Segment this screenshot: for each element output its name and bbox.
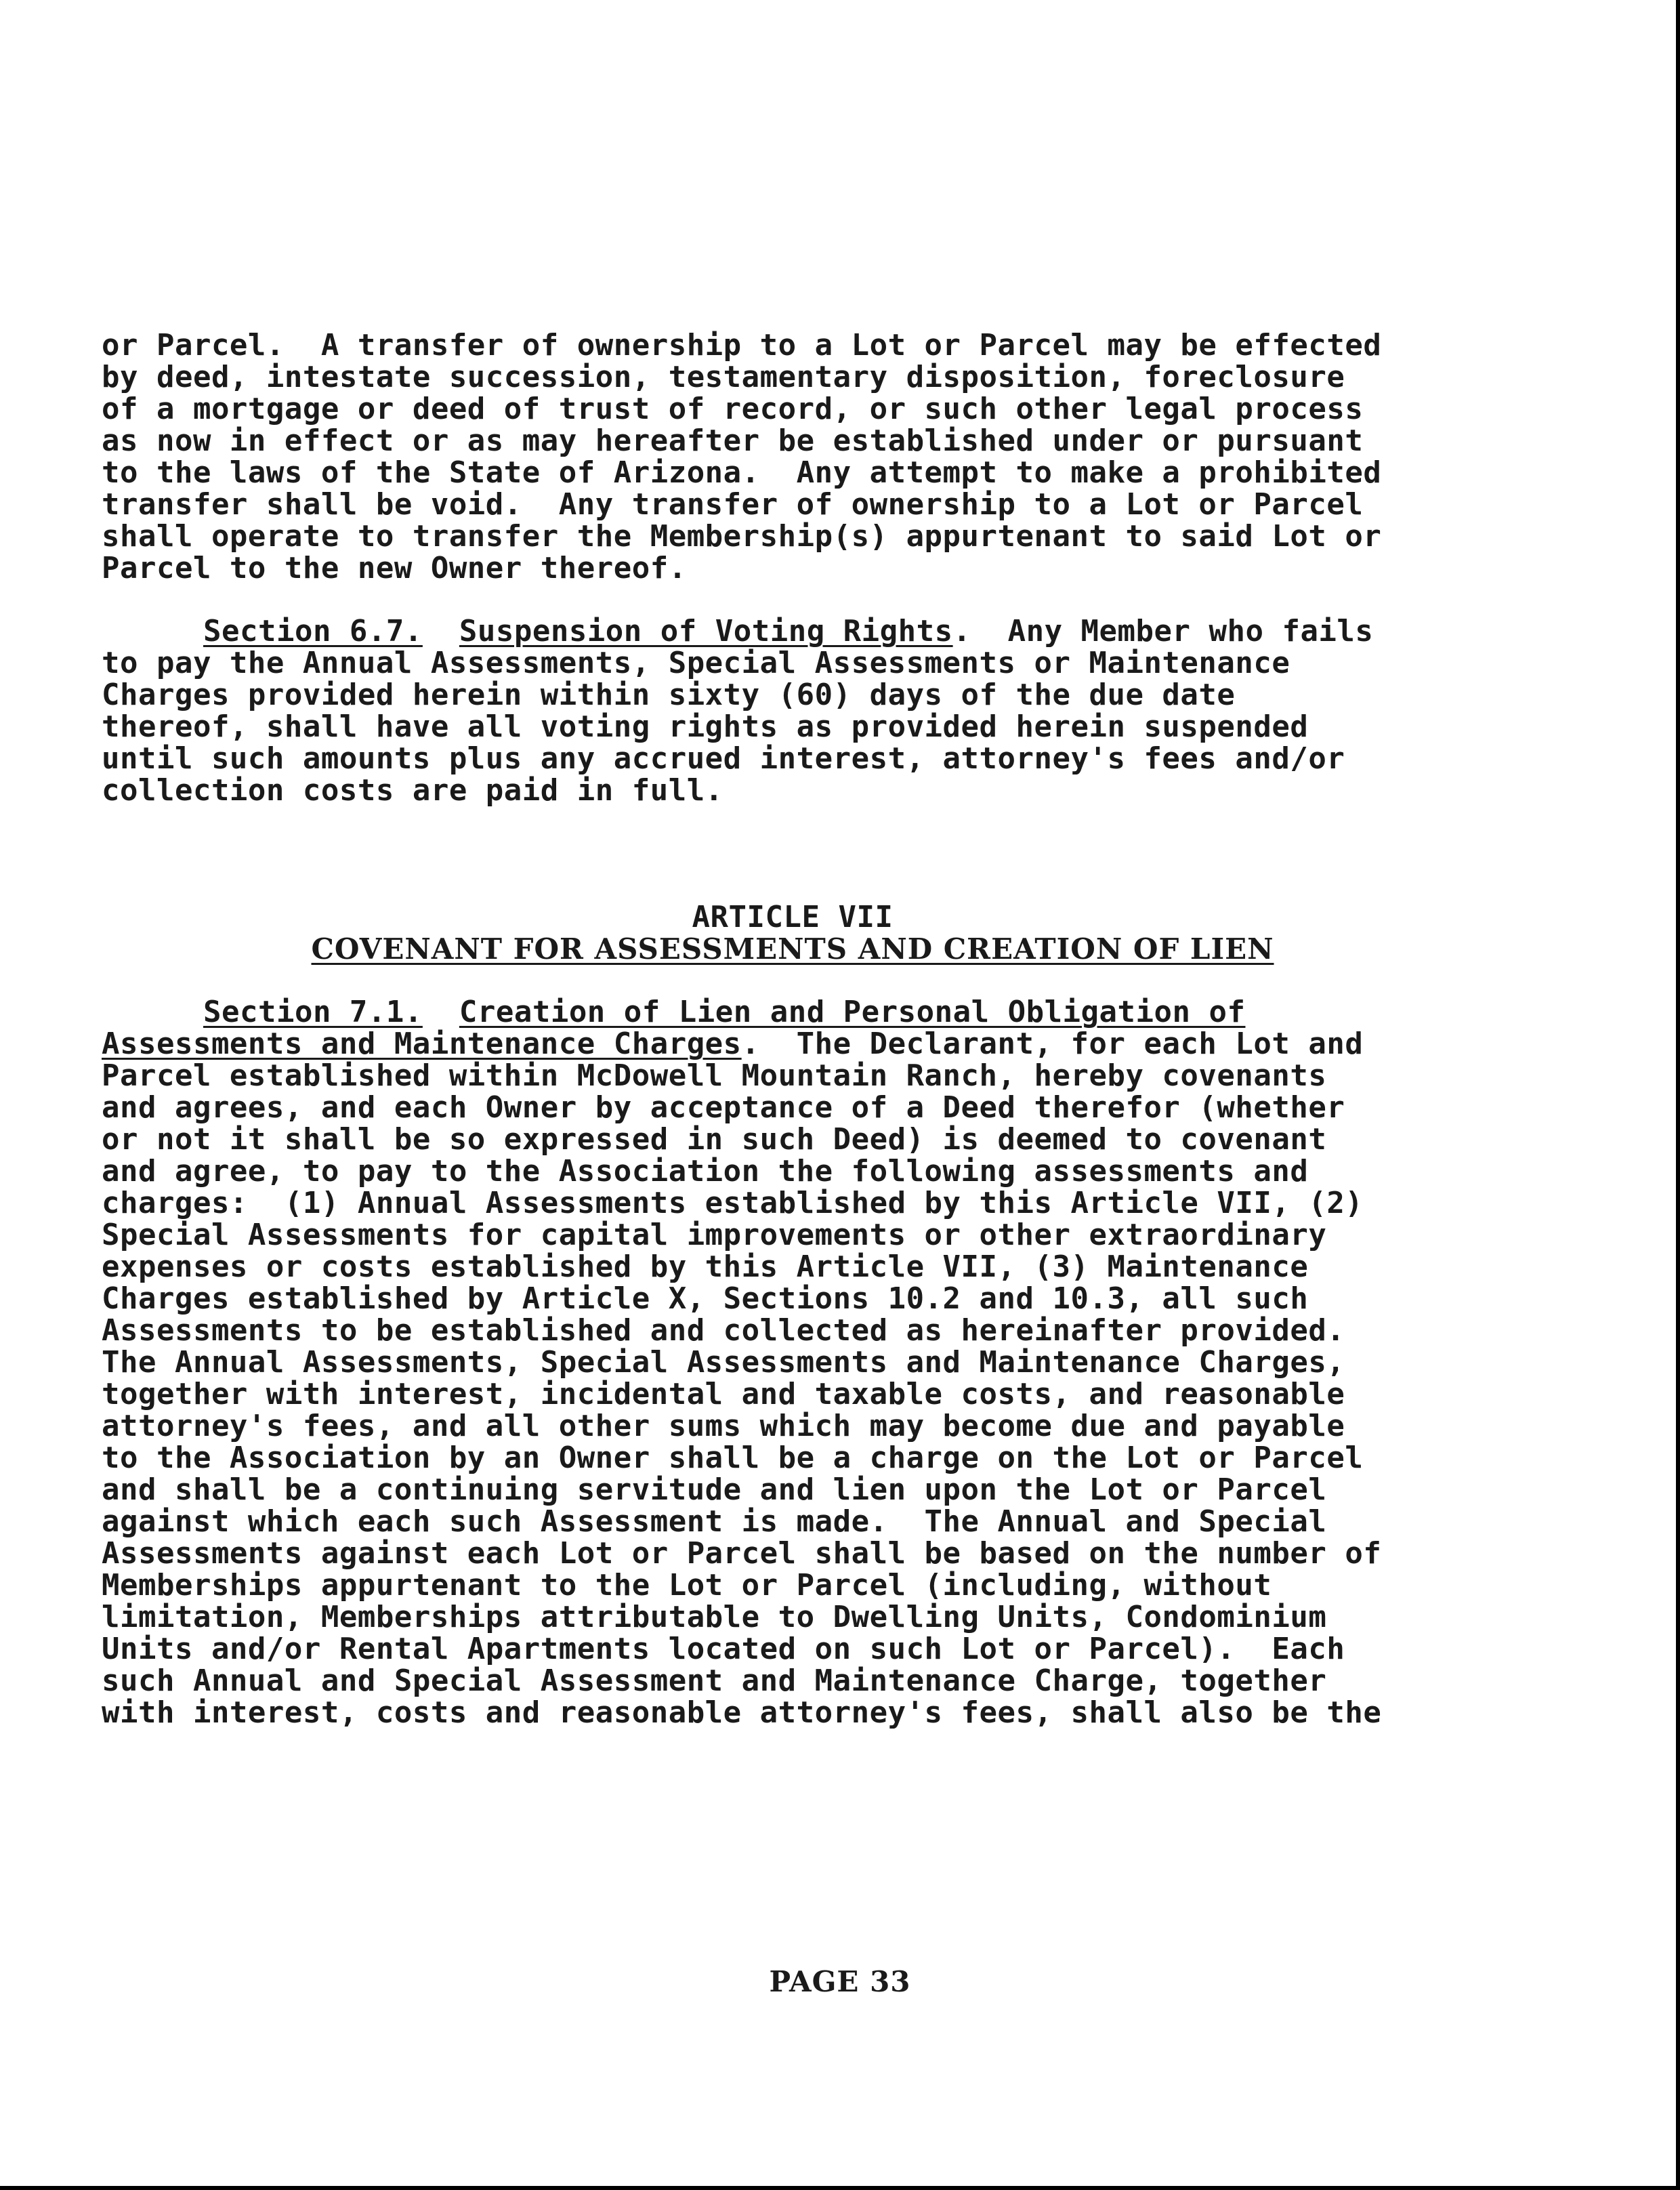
text-line: or Parcel. A transfer of ownership to a Lot or Parcel may be effected [102,328,1382,363]
text-line: thereof, shall have all voting rights as provided herein suspended [102,709,1309,744]
text-line: Parcel to the new Owner thereof. [102,551,687,585]
text-line: charges: (1) Annual Assessments established by this Article VII, (2) [102,1186,1364,1220]
section-6-7-paragraph [102,615,1484,806]
text-line: together with interest, incidental and taxable costs, and reasonable [102,1377,1345,1411]
text-line: by deed, intestate succession, testamentary disposition, foreclosure [102,360,1345,394]
section-7-1-title-line-1: Creation of Lien and Personal Obligation of [459,995,1246,1029]
scan-edge-right [1676,0,1680,2190]
text-line: limitation, Memberships attributable to Dwelling Units, Condominium [102,1600,1327,1634]
section-7-1-first-line [102,996,1484,1028]
scan-edge-bottom [0,2186,1680,2190]
text-line: Memberships appurtenant to the Lot or Parcel (including, without [102,1568,1272,1603]
text-line: to the Association by an Owner shall be a charge on the Lot or Parcel [102,1441,1364,1475]
text-line: until such amounts plus any accrued interest, attorney's fees and/or [102,741,1345,776]
text-line: Parcel established within McDowell Mountain Ranch, hereby covenants [102,1058,1327,1093]
section-6-7-first-line [102,615,1484,647]
section-6-7-title: Suspension of Voting Rights [459,614,953,648]
paragraph-ownership-transfer [102,329,1484,584]
section-7-1-second-line [102,1028,1484,1060]
article-title: COVENANT FOR ASSESSMENTS AND CREATION OF LIEN [311,932,1274,966]
article-number: ARTICLE VII [692,900,894,934]
text-line: shall operate to transfer the Membership(s) appurtenant to said Lot or [102,519,1382,554]
text-line: Units and/or Rental Apartments located on such Lot or Parcel). Each [102,1632,1345,1666]
text-line: of a mortgage or deed of trust of record, or such other legal process [102,392,1364,426]
page-number: PAGE 33 [769,1965,911,1998]
text-line: Charges established by Article X, Sections 10.2 and 10.3, all such [102,1281,1309,1316]
text-line: Assessments to be established and collected as hereinafter provided. [102,1313,1345,1348]
section-6-7-first-line-rest: . Any Member who fails [952,614,1374,648]
section-7-1-second-line-rest: . The Declarant, for each Lot and [741,1027,1364,1061]
article-heading [102,901,1484,966]
text-line: and agrees, and each Owner by acceptance of a Deed therefor (whether [102,1090,1345,1125]
text-line: against which each such Assessment is made. The Annual and Special [102,1504,1327,1539]
text-line: with interest, costs and reasonable attorney's fees, shall also be the [102,1695,1382,1730]
text-line: Assessments against each Lot or Parcel shall be based on the number of [102,1536,1382,1571]
section-6-7-number: Section 6.7. [203,614,423,648]
section-7-1-paragraph [102,996,1484,1729]
text-line: Special Assessments for capital improvements or other extraordinary [102,1218,1327,1252]
text-line: and agree, to pay to the Association the following assessments and [102,1154,1309,1189]
section-7-1-title-line-2: Assessments and Maintenance Charges [102,1027,742,1061]
text-line: transfer shall be void. Any transfer of ownership to a Lot or Parcel [102,487,1364,522]
text-line: collection costs are paid in full. [102,773,723,808]
text-line: The Annual Assessments, Special Assessments and Maintenance Charges, [102,1345,1345,1380]
text-line: attorney's fees, and all other sums which may become due and payable [102,1409,1345,1443]
text-line: or not it shall be so expressed in such Deed) is deemed to covenant [102,1122,1327,1157]
text-line: to the laws of the State of Arizona. Any attempt to make a prohibited [102,455,1382,490]
section-7-1-number: Section 7.1. [203,995,423,1029]
text-line: and shall be a continuing servitude and lien upon the Lot or Parcel [102,1472,1327,1507]
text-line: such Annual and Special Assessment and Maintenance Charge, together [102,1664,1327,1698]
text-line: to pay the Annual Assessments, Special Assessments or Maintenance [102,646,1290,680]
text-line: expenses or costs established by this Article VII, (3) Maintenance [102,1249,1309,1284]
text-line: as now in effect or as may hereafter be established under or pursuant [102,423,1364,458]
text-line: Charges provided herein within sixty (60) days of the due date [102,678,1236,712]
